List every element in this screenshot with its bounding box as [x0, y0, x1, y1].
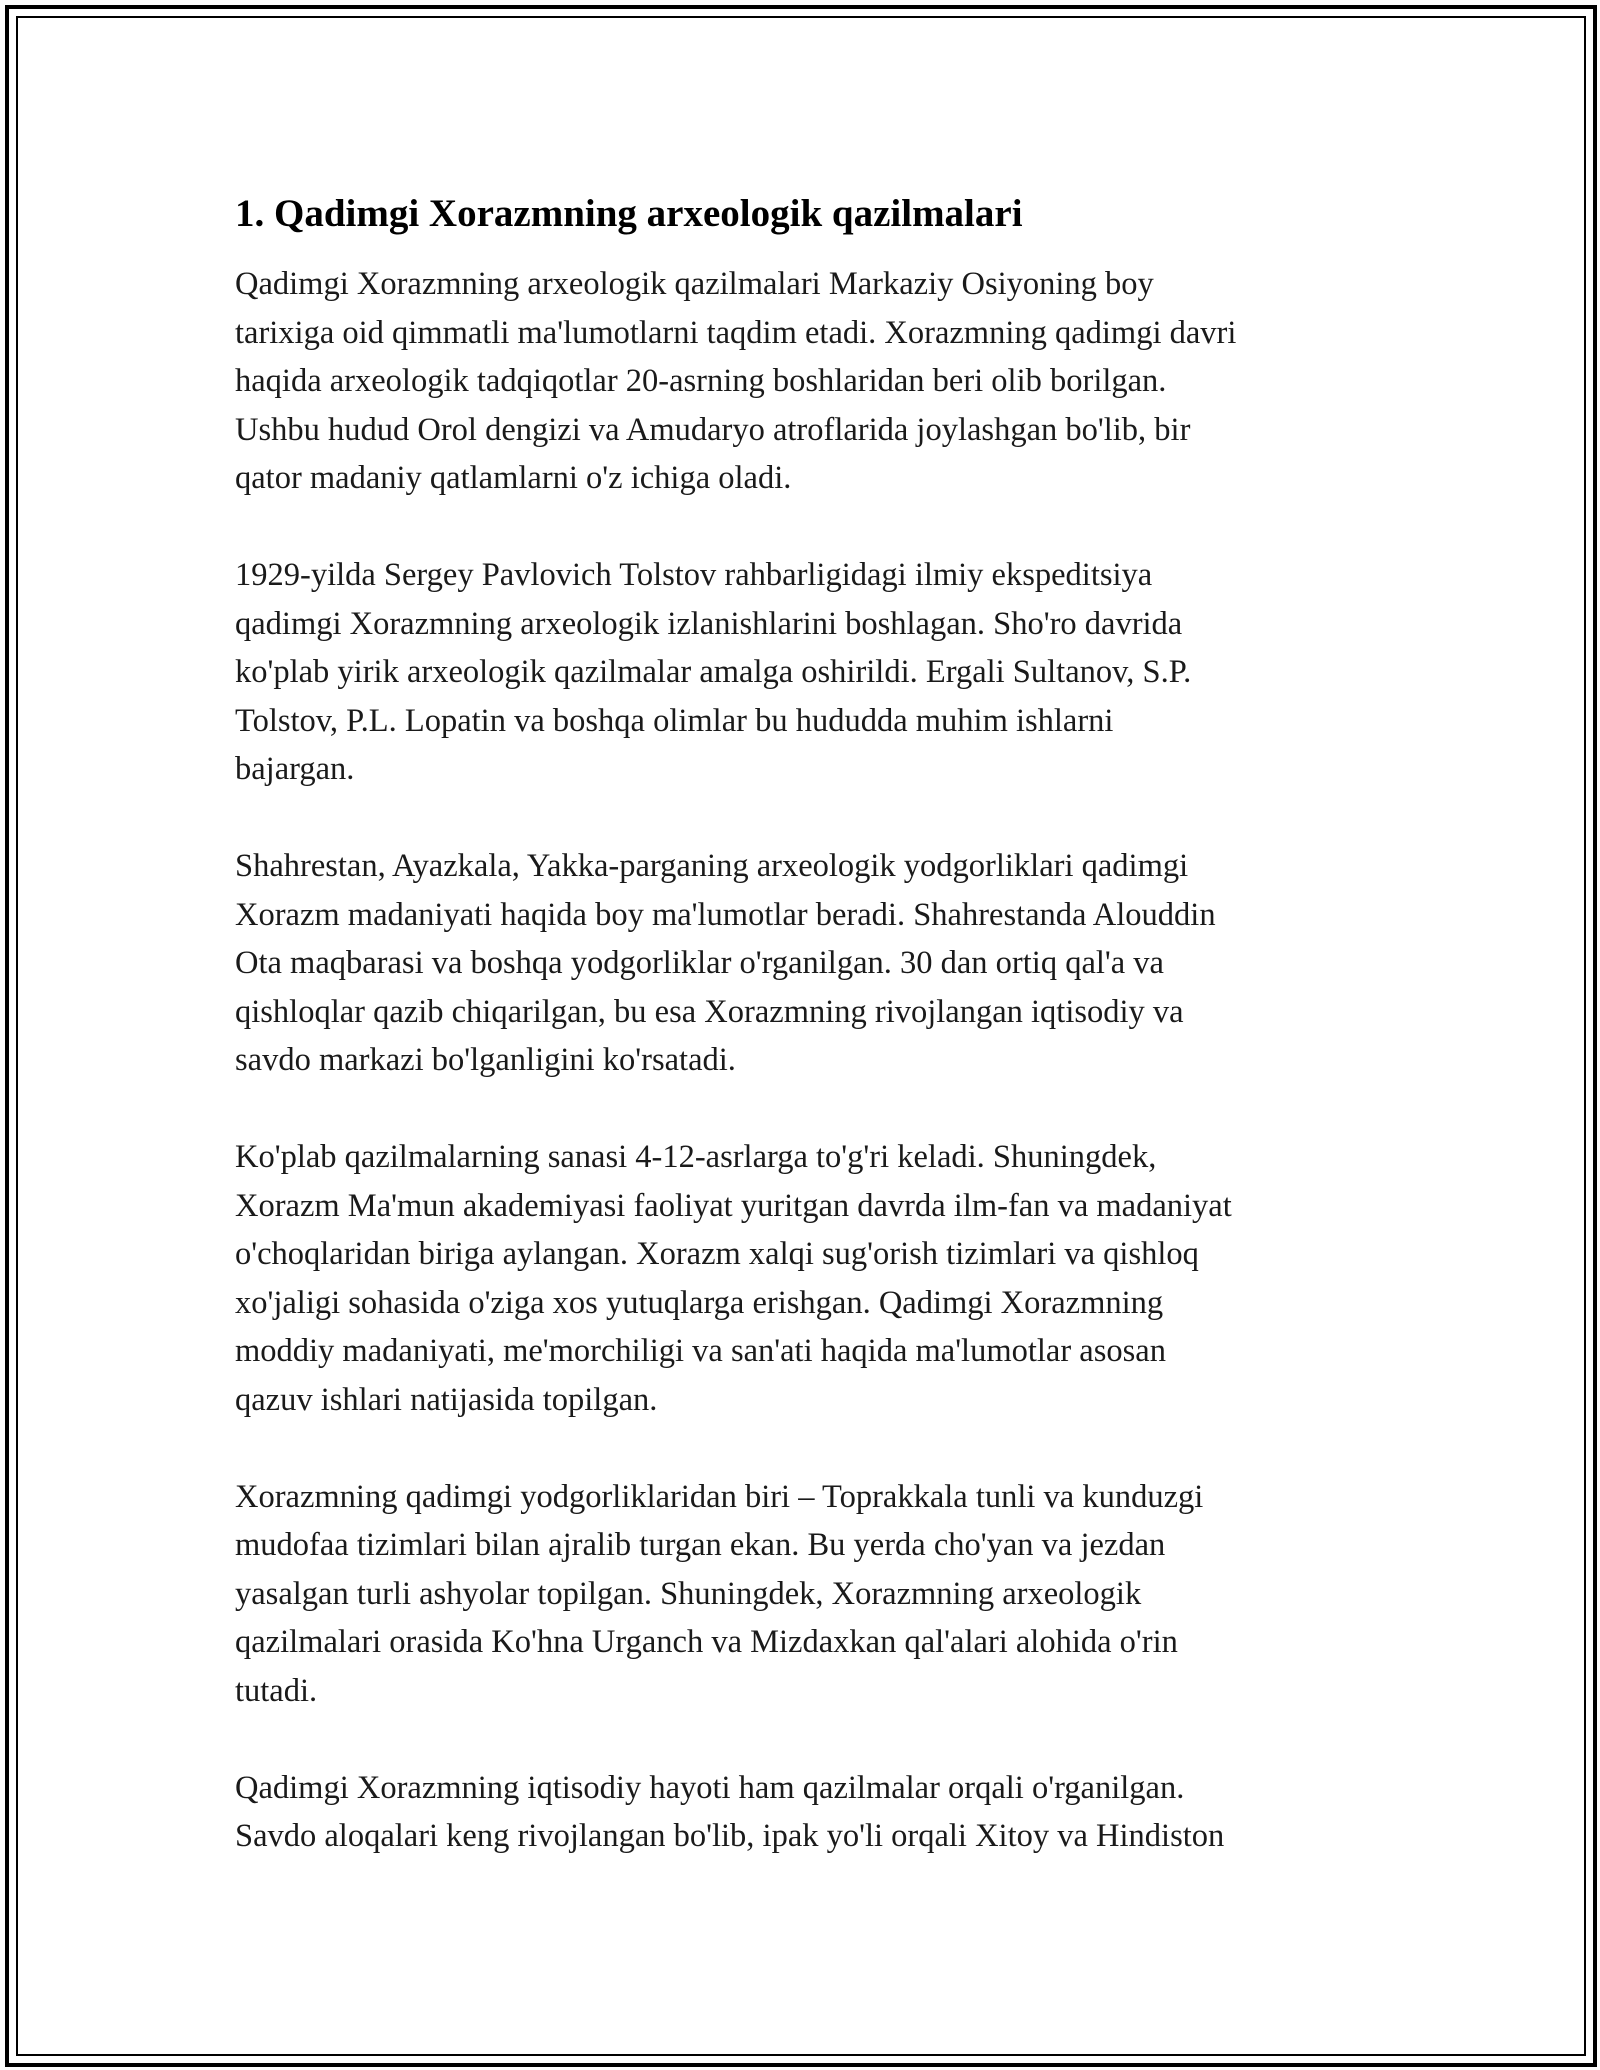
paragraph-line: Qadimgi Xorazmning arxeologik qazilmalari Markaziy Osiyoning boy [235, 266, 1154, 302]
paragraph-line: Ota maqbarasi va boshqa yodgorliklar o'rganilgan. 30 dan ortiq qal'a va [235, 945, 1164, 981]
paragraph-2 [235, 551, 1385, 794]
paragraph-4 [235, 1133, 1385, 1424]
paragraph-line: mudofaa tizimlari bilan ajralib turgan ekan. Bu yerda cho'yan va jezdan [235, 1527, 1166, 1563]
paragraph-line: qazuv ishlari natijasida topilgan. [235, 1381, 658, 1418]
paragraph-line: yasalgan turli ashyolar topilgan. Shuningdek, Xorazmning arxeologik [235, 1575, 1142, 1612]
paragraph-line: Shahrestan, Ayazkala, Yakka-parganing arxeologik yodgorliklari qadimgi [235, 848, 1189, 884]
paragraph-line: haqida arxeologik tadqiqotlar 20-asrning boshlaridan beri olib borilgan. [235, 363, 1167, 399]
paragraph-line: tutadi. [235, 1672, 318, 1709]
paragraph-line: 1929-yilda Sergey Pavlovich Tolstov rahbarligidagi ilmiy ekspeditsiya [235, 557, 1153, 593]
paragraph-line: tarixiga oid qimmatli ma'lumotlarni taqdim etadi. Xorazmning qadimgi davri [235, 314, 1237, 351]
paragraph-3 [235, 842, 1385, 1085]
paragraph-line: Xorazm madaniyati haqida boy ma'lumotlar beradi. Shahrestanda Alouddin [235, 896, 1216, 933]
paragraph-line: o'choqlaridan biriga aylangan. Xorazm xalqi sug'orish tizimlari va qishloq [235, 1236, 1199, 1272]
paragraph-line: Tolstov, P.L. Lopatin va boshqa olimlar bu hududda muhim ishlarni [235, 702, 1114, 739]
paragraph-line: xo'jaligi sohasida o'ziga xos yutuqlarga erishgan. Qadimgi Xorazmning [235, 1284, 1164, 1321]
paragraph-line: Savdo aloqalari keng rivojlangan bo'lib, ipak yo'li orqali Xitoy va Hindiston [235, 1818, 1225, 1854]
paragraph-line: qishloqlar qazib chiqarilgan, bu esa Xorazmning rivojlangan iqtisodiy va [235, 993, 1184, 1030]
section-heading: 1. Qadimgi Xorazmning arxeologik qazilmalari [235, 192, 1023, 235]
paragraph-line: ko'plab yirik arxeologik qazilmalar amalga oshirildi. Ergali Sultanov, S.P. [235, 654, 1192, 690]
paragraph-line: qator madaniy qatlamlarni o'z ichiga oladi. [235, 460, 792, 496]
paragraph-line: bajargan. [235, 751, 355, 787]
paragraph-line: qazilmalari orasida Ko'hna Urganch va Mizdaxkan qal'alari alohida o'rin [235, 1624, 1178, 1660]
paragraph-line: qadimgi Xorazmning arxeologik izlanishlarini boshlagan. Sho'ro davrida [235, 605, 1183, 642]
paragraph-line: Xorazm Ma'mun akademiyasi faoliyat yuritgan davrda ilm-fan va madaniyat [235, 1187, 1232, 1224]
paragraph-line: Qadimgi Xorazmning iqtisodiy hayoti ham qazilmalar orqali o'rganilgan. [235, 1769, 1185, 1806]
paragraph-5 [235, 1473, 1385, 1716]
document-body [235, 190, 1385, 1909]
paragraph-1 [235, 260, 1385, 503]
paragraph-line: Ko'plab qazilmalarning sanasi 4-12-asrlarga to'g'ri keladi. Shuningdek, [235, 1139, 1157, 1175]
paragraph-6 [235, 1764, 1385, 1861]
paragraph-line: moddiy madaniyati, me'morchiligi va san'ati haqida ma'lumotlar asosan [235, 1333, 1166, 1369]
paragraph-line: Ushbu hudud Orol dengizi va Amudaryo atroflarida joylashgan bo'lib, bir [235, 411, 1191, 448]
paragraph-line: savdo markazi bo'lganligini ko'rsatadi. [235, 1042, 736, 1078]
paragraph-line: Xorazmning qadimgi yodgorliklaridan biri – Toprakkala tunli va kunduzgi [235, 1478, 1204, 1515]
